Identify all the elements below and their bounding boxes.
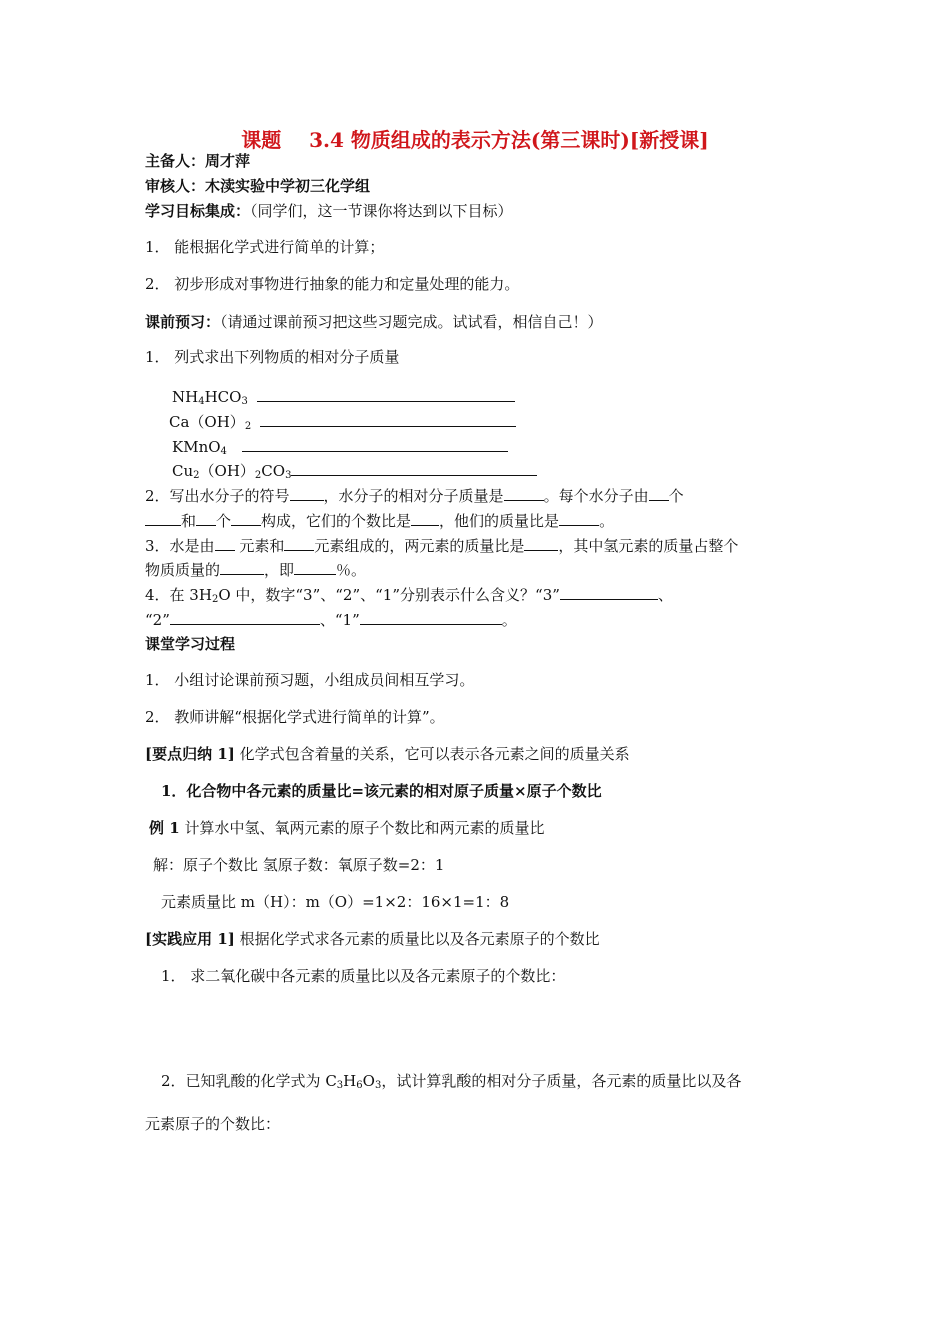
reviewer-line [145, 176, 370, 196]
answer-blank[interactable] [360, 609, 502, 625]
preview-question-2-line2: 和 个 构成，它们的个数比是 ，他们的质量比是 。 [145, 510, 614, 531]
preview-question-1: 1． 列式求出下列物质的相对分子质量 [145, 348, 400, 366]
mass-ratio-rule: 1．化合物中各元素的质量比=该元素的相对原子质量×原子个数比 [161, 782, 602, 800]
formula-nh4hco3-line [172, 386, 515, 407]
practice-question-2-line2: 元素原子的个数比： [145, 1115, 281, 1133]
goals-note: （同学们，这一节课你将达到以下目标） [250, 202, 513, 220]
page-title: 课题 3.4 物质组成的表示方法(第三课时)[新授课] [241, 128, 709, 152]
formula-kmno4-line [172, 436, 508, 457]
answer-blank[interactable] [524, 535, 558, 551]
classroom-item: 2． 教师讲解“根据化学式进行简单的计算”。 [145, 708, 445, 726]
goal-item: 1． 能根据化学式进行简单的计算； [145, 238, 385, 256]
solution-line-2: 元素质量比 m（H）：m（O）=1×2：16×1=1：8 [161, 893, 510, 911]
answer-blank[interactable] [290, 485, 324, 501]
answer-blank[interactable] [170, 609, 320, 625]
key-point-text: 化学式包含着量的关系，它可以表示各元素之间的质量关系 [234, 745, 630, 763]
answer-blank[interactable] [215, 535, 235, 551]
example-label: 例 1 [149, 819, 180, 837]
preview-question-4-line2: “2” 、“1” 。 [145, 611, 517, 629]
answer-blank[interactable] [196, 510, 216, 526]
answer-blank[interactable] [649, 485, 669, 501]
solution-line-1: 解：原子个数比 氢原子数：氧原子数=2：1 [153, 856, 445, 874]
answer-blank[interactable] [145, 510, 181, 526]
practice-label: [实践应用 1] [145, 930, 235, 948]
goals-heading-line [145, 201, 513, 221]
formula-cu2oh2co3-line [172, 460, 537, 481]
answer-blank[interactable] [504, 485, 544, 501]
practice-question-1: 1． 求二氧化碳中各元素的质量比以及各元素原子的个数比： [161, 967, 566, 985]
classroom-item: 1． 小组讨论课前预习题，小组成员间相互学习。 [145, 671, 475, 689]
preview-heading-line [145, 312, 603, 332]
practice-question-2-line1: 2．已知乳酸的化学式为 $C_3H_6O_3$，试计算乳酸的相对分子质量，各元素的质量比以及各 [161, 1072, 742, 1091]
answer-blank[interactable] [257, 386, 515, 402]
key-point-label: [要点归纳 1] [145, 745, 235, 763]
example-1-line [149, 818, 544, 838]
practice-heading-line [145, 929, 600, 949]
formula-nh4hco3: $NH_4HCO_3$ [172, 388, 248, 407]
answer-blank[interactable] [411, 510, 439, 526]
answer-blank[interactable] [242, 436, 508, 452]
formula-cu2oh2co3: $Cu_2(OH)_2CO_3$ [172, 462, 292, 481]
preparer-label: 主备人： [145, 152, 206, 170]
answer-blank[interactable] [231, 510, 261, 526]
classroom-heading: 课堂学习过程 [145, 635, 236, 653]
preparer-value: 周才萍 [205, 152, 251, 170]
preparer-line [145, 151, 250, 171]
practice-text: 根据化学式求各元素的质量比以及各元素原子的个数比 [234, 930, 600, 948]
example-text: 计算水中氢、氧两元素的原子个数比和两元素的质量比 [179, 819, 545, 837]
formula-caoh2-line [169, 411, 516, 432]
answer-blank[interactable] [284, 535, 314, 551]
answer-blank[interactable] [291, 460, 537, 476]
goals-heading: 学习目标集成： [145, 202, 251, 220]
key-point-line [145, 744, 630, 764]
preview-question-3-line2: 物质质量的 ，即 ％。 [145, 561, 367, 579]
reviewer-label: 审核人： [145, 177, 206, 195]
answer-blank[interactable] [559, 510, 599, 526]
answer-blank[interactable] [260, 411, 516, 427]
preview-heading: 课前预习： [145, 313, 221, 331]
answer-blank[interactable] [560, 584, 658, 600]
preview-question-2-line1: 2．写出水分子的符号 ，水分子的相对分子质量是 。每个水分子由 个 [145, 487, 684, 505]
goal-item: 2． 初步形成对事物进行抽象的能力和定量处理的能力。 [145, 275, 520, 293]
preview-note: （请通过课前预习把这些习题完成。试试看，相信自己！） [220, 313, 603, 331]
answer-blank[interactable] [294, 559, 336, 575]
formula-kmno4: KMnO$_4$ [172, 438, 227, 457]
formula-caoh2: $Ca(OH)_2$ [169, 413, 252, 432]
preview-question-4-line1: 4．在 $3H_2O$ 中，数字“3”、“2”、“1”分别表示什么含义？“3” 、 [145, 586, 673, 605]
preview-question-3-line1: 3．水是由 元素和 元素组成的，两元素的质量比是 ，其中氢元素的质量占整个 [145, 537, 739, 555]
answer-blank[interactable] [220, 559, 264, 575]
reviewer-value: 木渎实验中学初三化学组 [205, 177, 371, 195]
